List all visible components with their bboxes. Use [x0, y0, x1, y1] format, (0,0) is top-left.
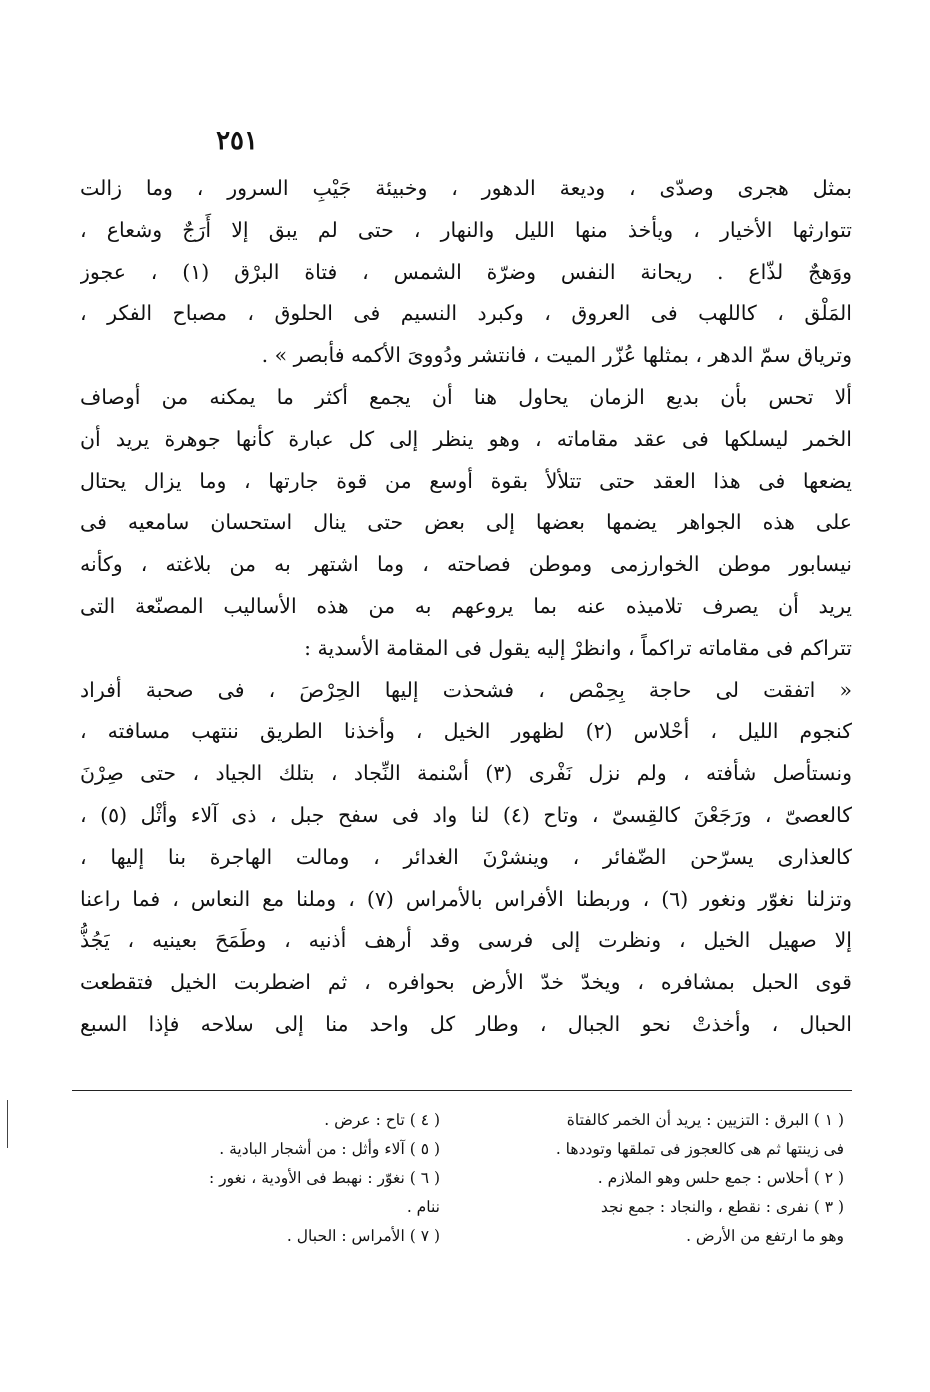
footnote-line: ( ٧ ) الأمراس : الحبال . [286, 1227, 440, 1245]
text-line: ونستأصل شأفته ، ولم نزل نَفْرى (٣) أسْنمة النِّجاد ، بتلك الجياد ، حتى صِرْنَ [80, 761, 852, 786]
text-line: وتزلنا نغوّر ونغور (٦) ، وربطنا الأفراس بالأمراس (٧) ، وملنا مع النعاس ، فما راعنا [80, 886, 852, 911]
text-line: تتوارثها الأخيار ، ويأخذ منها الليل والنهار ، حتى لم يبق إلا أَرَجٌ وشعاع ، [80, 217, 852, 242]
text-line: يريد أن يصرف تلاميذه عنه بما يروعهم به من هذه الأساليب المصنّعة التى [80, 593, 852, 618]
text-line: المَلْق ، كاللهب فى العروق ، وكبرد النسيم فى الحلوق ، مصباح الفكر ، [80, 301, 852, 326]
text-line: بمثل هجرى وصدّى ، وديعة الدهور ، وخبيئة جَيْبِ السرور ، وما زالت [80, 176, 852, 200]
text-line: كنجوم الليل ، أحْلاس (٢) لظهور الخيل ، وأخذنا الطريق ننتهب مسافته ، [80, 719, 852, 744]
text-line: وترياق سمّ الدهر ، بمثلها عُزّر الميت ، فانتشر ودُووىَ الأكمه فأبصر » . [261, 343, 852, 368]
text-line: ووَهجٌ لذّاع . ريحانة النفس وضرّة الشمس ، فتاة البرْق (١) ، عجوز [80, 259, 852, 284]
text-line: نيسابور موطن الخوارزمى وموطن فصاحته ، وما اشتهر به من بلاغته ، وكأنه [80, 552, 852, 577]
footnote-line: فى زينتها ثم هى كالعجوز فى تملقها وتوددها . [555, 1140, 844, 1158]
text-line: كالعذارى يسرّحن الضّفائر ، وينشرْنَ الغدائر ، ومالت الهاجرة بنا إليها ، [80, 844, 852, 869]
footnote-line: وهو ما ارتفع من الأرض . [686, 1227, 844, 1245]
footnote-line: ( ٤ ) تاح : عرض . [324, 1111, 440, 1129]
text-line: « اتفقت لى حاجة بِحِمْص ، فشحذت إليها الحِرْصَ ، فى صحبة أفراد [80, 677, 852, 702]
text-line: الخمر ليسلكها فى عقد مقاماته ، وهو ينظر إلى كل عبارة كأنها جوهرة يريد أن [80, 426, 852, 451]
footnote-line: ننام . [406, 1198, 440, 1216]
text-line: تتراكم فى مقاماته تراكماً ، وانظرْ إليه يقول فى المقامة الأسدية : [304, 635, 852, 660]
footnote-line: ( ٣ ) نفرى : نقطع ، والنجاد : جمع نجد [600, 1198, 844, 1216]
footnotes-right-column [486, 1106, 844, 1251]
footnote-divider [72, 1090, 852, 1091]
footnote-line: ( ٥ ) آلاء وأثل : من أشجار البادية . [219, 1140, 440, 1158]
footnotes-left-column [82, 1106, 440, 1251]
text-line: ألا تحس بأن بديع الزمان يحاول هنا أن يجمع أكثر ما يمكنه من أوصاف [80, 384, 852, 409]
footnote-line: ( ٦ ) نغوّر : نهبط فى الأودية ، نغور : [208, 1169, 440, 1187]
body-text [80, 168, 852, 1046]
text-line: إلا صهيل الخيل ، ونظرت إلى فرسى وقد أرهف أذنيه ، وطَمَحَ بعينيه ، يَجُذُّ [80, 928, 852, 953]
text-line: قوى الحبل بمشافره ، ويخدّ خدّ الأرض بحوافره ، ثم اضطربت الخيل فتقطعت [80, 970, 852, 995]
text-line: يضعها فى هذا العقد حتى تتلألأ بقوة أوسع من قوة جارتها ، وما يزال يحتال [80, 468, 852, 493]
footnote-line: ( ١ ) البرق : التزيين : يريد أن الخمر كالفتاة [566, 1111, 844, 1129]
text-line: على هذه الجواهر يضمها بعضها إلى بعض حتى ينال استحسان سامعيه فى [80, 510, 852, 535]
footnote-line: ( ٢ ) أحلاس : جمع حلس وهو الملازم . [597, 1169, 844, 1187]
footnotes [82, 1106, 844, 1251]
page-number: ٢٥١ [216, 126, 258, 156]
text-line: كالعصىّ ، ورَجَعْنَ كالقِسىّ ، وتاح (٤) لنا واد فى سفح جبل ، ذى آلاء وأثْل (٥) ، [80, 802, 852, 827]
text-line: الحبال ، وأخذتْ نحو الجبال ، وطار كل واحد منا إلى سلاحه فإذا السبع [80, 1011, 852, 1036]
margin-mark [7, 1100, 8, 1148]
